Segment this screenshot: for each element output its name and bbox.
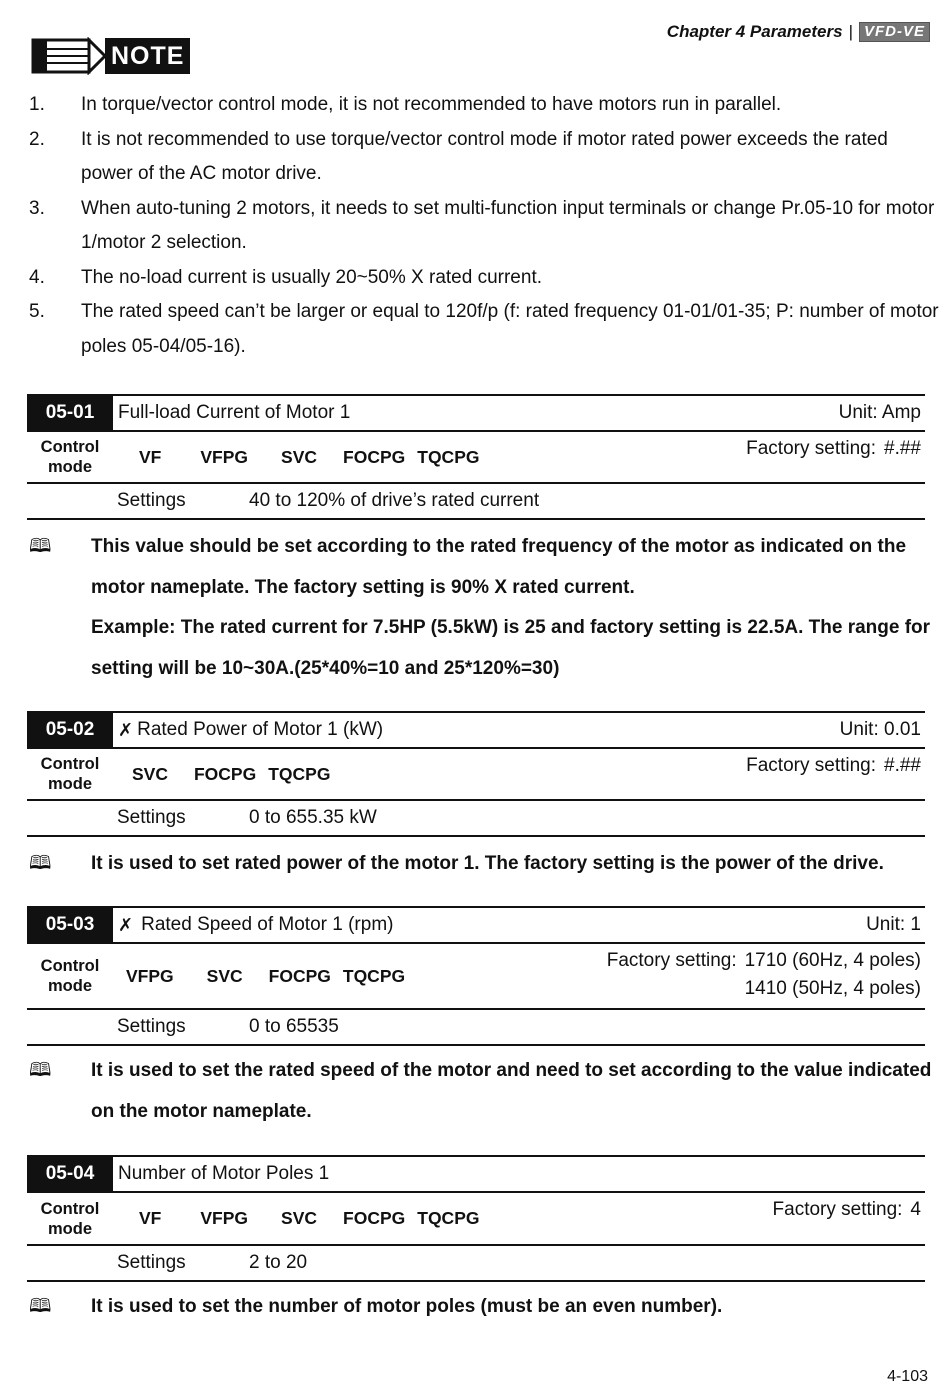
param-title-text: Full-load Current of Motor 1 bbox=[118, 402, 351, 423]
description-example: Example: The rated current for 7.5HP (5.5kW) is 25 and factory setting is 22.5A. The range for setting will be 10~30A.(25*40%=10 and 25*120%=30) bbox=[91, 617, 931, 679]
mode-vf: VF bbox=[139, 446, 162, 467]
book-icon: 🕮 bbox=[29, 536, 52, 557]
description-text: This value should be set according to the rated frequency of the motor as indicated on the motor nameplate. The factory setting is 90% X rated current. bbox=[91, 536, 907, 598]
header-separator: | bbox=[848, 22, 853, 41]
param-description bbox=[29, 844, 939, 885]
note-text: It is not recommended to use torque/vector control mode if motor rated power exceeds the rated power of the AC motor drive. bbox=[81, 128, 888, 184]
settings-row bbox=[27, 1246, 925, 1282]
param-title bbox=[113, 402, 839, 424]
param-header bbox=[27, 906, 925, 944]
factory-setting-value: 1710 (60Hz, 4 poles) bbox=[744, 950, 921, 971]
mode-focpg: FOCPG bbox=[343, 446, 406, 467]
param-title bbox=[113, 1163, 921, 1185]
pen-icon: ✗ bbox=[118, 914, 134, 935]
settings-row bbox=[27, 1010, 925, 1046]
control-mode-label: Control mode bbox=[40, 755, 100, 793]
control-mode-row bbox=[27, 1193, 925, 1246]
factory-setting bbox=[746, 438, 921, 460]
book-icon: 🕮 bbox=[29, 1060, 52, 1081]
param-title bbox=[113, 719, 840, 741]
note-number: 3. bbox=[29, 197, 45, 219]
note-number: 5. bbox=[29, 301, 45, 322]
param-code: 05-02 bbox=[27, 713, 113, 747]
description-text: It is used to set rated power of the motor 1. The factory setting is the power of the drive. bbox=[91, 853, 884, 874]
param-unit: Unit: 1 bbox=[866, 914, 921, 935]
mode-svc: SVC bbox=[132, 763, 168, 784]
settings-value: 40 to 120% of drive’s rated current bbox=[249, 490, 540, 511]
factory-setting-value: #.## bbox=[884, 438, 921, 459]
chapter-title: Chapter 4 Parameters bbox=[666, 22, 843, 41]
param-description bbox=[29, 1287, 939, 1328]
factory-setting bbox=[746, 755, 921, 777]
param-05-02 bbox=[27, 711, 925, 837]
factory-setting-label: Factory setting: bbox=[606, 950, 737, 971]
note-text: The no-load current is usually 20~50% X rated current. bbox=[81, 266, 543, 288]
param-code: 05-04 bbox=[27, 1157, 113, 1191]
pen-icon: ✗ bbox=[118, 719, 134, 740]
note-item bbox=[29, 123, 939, 192]
factory-setting-label: Factory setting: bbox=[772, 1199, 903, 1220]
control-mode-row bbox=[27, 944, 925, 1010]
note-text: The rated speed can’t be larger or equal to 120f/p (f: rated frequency 01-01/01-35; P: number of motor poles 05-04/05-16). bbox=[81, 301, 939, 357]
factory-setting-label: Factory setting: bbox=[746, 755, 877, 776]
mode-vf: VF bbox=[139, 1208, 162, 1228]
mode-svc: SVC bbox=[206, 965, 243, 986]
settings-value: 2 to 20 bbox=[249, 1252, 308, 1273]
vfd-logo: VFD-VE bbox=[859, 22, 930, 42]
param-05-01 bbox=[27, 394, 925, 520]
pencil-note-icon bbox=[31, 37, 107, 75]
settings-label: Settings bbox=[117, 1016, 186, 1037]
settings-row bbox=[27, 801, 925, 837]
note-item bbox=[29, 295, 939, 364]
param-title bbox=[113, 914, 866, 936]
note-text: When auto-tuning 2 motors, it needs to set multi-function input terminals or change Pr.05-10 for motor 1/motor 2 selection. bbox=[81, 197, 935, 253]
mode-vfpg: VFPG bbox=[200, 1208, 249, 1228]
description-text: It is used to set the rated speed of the motor and need to set according to the value indicated on the motor nameplate. bbox=[91, 1060, 932, 1122]
book-icon: 🕮 bbox=[29, 1296, 52, 1317]
description-text: It is used to set the number of motor poles (must be an even number). bbox=[91, 1296, 723, 1317]
control-mode-label: Control mode bbox=[40, 957, 100, 995]
mode-focpg: FOCPG bbox=[193, 763, 257, 784]
param-05-03 bbox=[27, 906, 925, 1046]
note-label: NOTE bbox=[105, 38, 190, 74]
note-text: In torque/vector control mode, it is not recommended to have motors run in parallel. bbox=[81, 94, 782, 115]
mode-vfpg: VFPG bbox=[126, 965, 174, 986]
mode-svc: SVC bbox=[281, 446, 318, 467]
note-item bbox=[29, 261, 939, 296]
param-unit: Unit: Amp bbox=[838, 402, 921, 423]
control-mode-row bbox=[27, 432, 925, 484]
settings-row bbox=[27, 484, 925, 520]
note-item bbox=[29, 88, 939, 123]
factory-setting-value: 4 bbox=[910, 1199, 921, 1220]
control-mode-label: Control mode bbox=[40, 438, 100, 476]
param-description bbox=[29, 527, 939, 689]
mode-vfpg: VFPG bbox=[200, 446, 249, 467]
page-header bbox=[667, 22, 930, 42]
param-title-text: Rated Speed of Motor 1 (rpm) bbox=[141, 914, 394, 935]
mode-focpg: FOCPG bbox=[268, 965, 331, 986]
settings-label: Settings bbox=[117, 490, 186, 511]
factory-setting-value: #.## bbox=[884, 755, 921, 776]
settings-label: Settings bbox=[117, 807, 186, 828]
param-code: 05-01 bbox=[27, 396, 113, 430]
control-mode-label: Control mode bbox=[40, 1199, 100, 1238]
mode-svc: SVC bbox=[281, 1208, 318, 1228]
note-badge bbox=[31, 37, 190, 75]
factory-setting bbox=[773, 1199, 921, 1221]
param-unit: Unit: 0.01 bbox=[839, 719, 921, 740]
page-number: 4-103 bbox=[887, 1368, 928, 1385]
param-title-text: Rated Power of Motor 1 (kW) bbox=[137, 719, 384, 740]
factory-setting bbox=[607, 950, 921, 1000]
factory-setting-value: 1410 (50Hz, 4 poles) bbox=[744, 978, 921, 999]
param-05-04 bbox=[27, 1155, 925, 1282]
factory-setting-label: Factory setting: bbox=[746, 438, 877, 459]
settings-label: Settings bbox=[117, 1252, 186, 1273]
param-header bbox=[27, 394, 925, 432]
param-code: 05-03 bbox=[27, 908, 113, 942]
mode-tqcpg: TQCPG bbox=[342, 965, 406, 986]
mode-tqcpg: TQCPG bbox=[417, 446, 480, 467]
note-item bbox=[29, 192, 939, 261]
book-icon: 🕮 bbox=[29, 853, 52, 874]
mode-focpg: FOCPG bbox=[343, 1208, 406, 1228]
settings-value: 0 to 655.35 kW bbox=[249, 807, 377, 828]
mode-tqcpg: TQCPG bbox=[417, 1208, 480, 1228]
param-header bbox=[27, 711, 925, 749]
param-header bbox=[27, 1155, 925, 1193]
param-title-text: Number of Motor Poles 1 bbox=[118, 1163, 330, 1184]
note-list bbox=[29, 88, 939, 364]
param-description bbox=[29, 1051, 939, 1132]
note-number: 2. bbox=[29, 128, 45, 150]
settings-value: 0 to 65535 bbox=[249, 1016, 339, 1037]
note-number: 1. bbox=[29, 94, 45, 115]
note-number: 4. bbox=[29, 266, 45, 288]
mode-tqcpg: TQCPG bbox=[268, 763, 331, 784]
control-mode-row bbox=[27, 749, 925, 801]
